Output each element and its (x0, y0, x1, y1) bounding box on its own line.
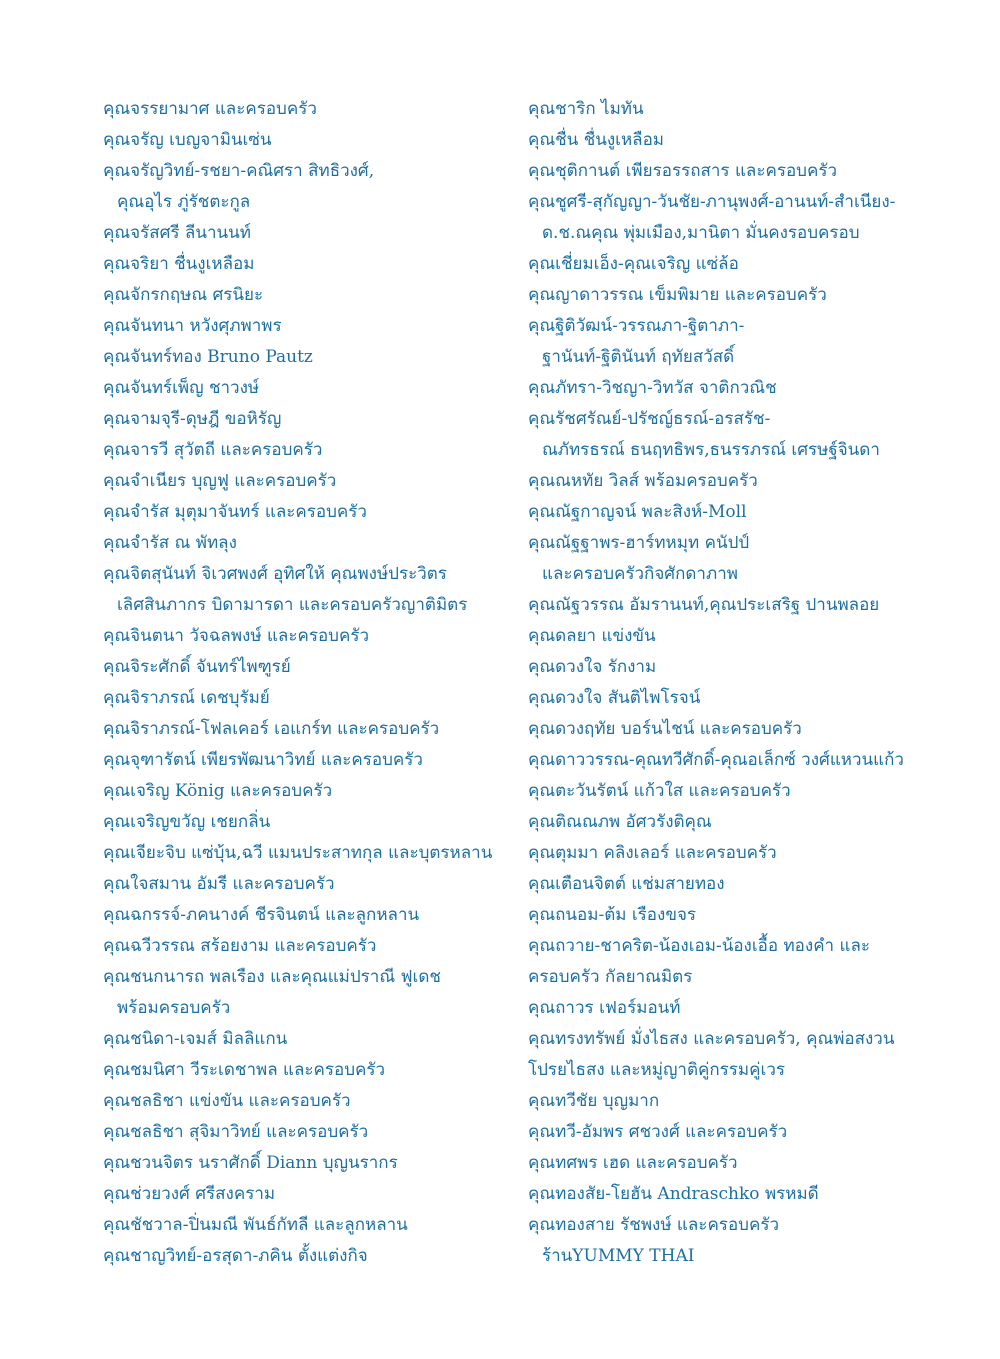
donor-name-line: คุณทวี-อัมพร ศชวงศ์ และครอบครัว (528, 1122, 788, 1142)
donor-name-line: คุณณหทัย วิลส์ พร้อมครอบครัว (528, 471, 758, 491)
donor-name-line: คุณฉกรรจ์-ภคนางค์ ชีรจินตน์ และลูกหลาน (103, 905, 420, 925)
donor-name-line: คุณติณณภพ อัศวรังติคุณ (528, 812, 712, 832)
donor-name-line: คุณเตือนจิตต์ แช่มสายทอง (528, 874, 725, 894)
donor-name-line: ฐานันท์-ฐิตินันท์ ฤทัยสวัสดิ์ (542, 347, 735, 367)
right-name-column (528, 94, 968, 1272)
donor-name-line: คุณช่วยวงศ์ ศรีสงคราม (103, 1184, 276, 1204)
donor-name-line: คุณตะวันรัตน์ แก้วใส และครอบครัว (528, 781, 791, 801)
donor-name-line: คุณชาญวิทย์-อรสุดา-ภคิน ตั้งแต่งกิจ (103, 1246, 368, 1266)
donor-name-line: คุณทรงทรัพย์ มั่งไธสง และครอบครัว, คุณพ่อสงวน (528, 1029, 895, 1049)
donor-name-line: คุณทวีชัย บุญมาก (528, 1091, 660, 1111)
donor-name-line: คุณเชี่ยมเอ็ง-คุณเจริญ แซ่ล้อ (528, 254, 739, 274)
donor-name-line: คุณชนิดา-เจมส์ มิลลิแกน (103, 1029, 288, 1049)
donor-name-line: คุณชวนจิตร นราศักดิ์ Diann บุญนรากร (103, 1153, 398, 1173)
donor-name-line: คุณเจริญขวัญ เชยกลิ่น (103, 812, 271, 832)
donor-name-line: ครอบครัว กัลยาณมิตร (528, 967, 693, 987)
donor-name-line: คุณจรัญวิทย์-รชยา-คณิศรา สิทธิวงศ์, (103, 161, 375, 181)
donor-name-line: คุณตุมมา คลิงเลอร์ และครอบครัว (528, 843, 777, 863)
donor-name-line: คุณจรรยามาศ และครอบครัว (103, 99, 317, 119)
donor-name-line: คุณจำรัส มุตุมาจันทร์ และครอบครัว (103, 502, 367, 522)
donor-name-line: คุณภัทรา-วิชญา-วิทวัส จาติกวณิช (528, 378, 777, 398)
donor-name-line: คุณชื่น ชื่นงูเหลือม (528, 130, 665, 150)
donor-name-line: คุณจิราภรณ์-โฟลเคอร์ เอแกร์ท และครอบครัว (103, 719, 440, 739)
donor-name-line: คุณทองสาย รัชพงษ์ และครอบครัว (528, 1215, 779, 1235)
donor-name-line: คุณชนกนารถ พลเรือง และคุณแม่ปราณี ฟูเดช (103, 967, 441, 987)
donor-name-line: คุณทองสัย-โยฮัน Andraschko พรหมดี (528, 1184, 819, 1204)
donor-name-line: คุณชัชวาล-ปิ่นมณี พันธ์กัทลี และลูกหลาน (103, 1215, 408, 1235)
donor-name-line: คุณจิตสุนันท์ จิเวศพงศ์ อุทิศให้ คุณพงษ์ประวิตร (103, 564, 447, 584)
donor-name-line: คุณจำเนียร บุญฟู และครอบครัว (103, 471, 337, 491)
left-name-column (103, 94, 533, 1272)
donor-name-line: คุณใจสมาน อัมรี และครอบครัว (103, 874, 335, 894)
donor-name-line: คุณอุไร ภู่รัชตะกูล (117, 192, 251, 212)
donor-name-line: คุณณัฐฐาพร-ฮาร์ทหมุท คนัปป์ (528, 533, 750, 553)
donor-name-line: คุณจันทร์เพ็ญ ชาวงษ์ (103, 378, 260, 398)
donor-name-line: คุณชาริก ไมทัน (528, 99, 644, 119)
donor-name-line: คุณจำรัส ณ พัทลุง (103, 533, 237, 553)
donor-name-line: คุณชลธิชา แข่งขัน และครอบครัว (103, 1091, 351, 1111)
donor-name-line: คุณชมนิศา วีระเดชาพล และครอบครัว (103, 1060, 386, 1080)
donor-name-line: คุณชุติกานต์ เพียรอรรถสาร และครอบครัว (528, 161, 838, 181)
donor-name-line: คุณทศพร เฮด และครอบครัว (528, 1153, 738, 1173)
donor-name-line: คุณจินตนา วัจฉลพงษ์ และครอบครัว (103, 626, 370, 646)
donor-name-line: คุณเจริญ König และครอบครัว (103, 781, 333, 801)
donor-name-line: คุณจันทนา หวังศุภพาพร (103, 316, 282, 336)
donor-name-line: คุณดวงใจ สันติไพโรจน์ (528, 688, 701, 708)
donor-name-line: คุณรัชศรัณย์-ปรัชญ์ธรณ์-อรสรัช- (528, 409, 771, 429)
donor-name-line: คุณชูศรี-สุกัญญา-วันชัย-ภานุพงศ์-อานนท์-สำเนียง- (528, 192, 896, 212)
donor-name-line: คุณถาวร เฟอร์มอนท์ (528, 998, 681, 1018)
donor-name-line: คุณณัฐวรรณ อัมรานนท์,คุณประเสริฐ ปานพลอย (528, 595, 880, 615)
donor-name-line: เลิศสินภากร บิดามารดา และครอบครัวญาติมิตร (117, 595, 468, 615)
donor-name-line: คุณจุฑารัตน์ เพียรพัฒนาวิทย์ และครอบครัว (103, 750, 423, 770)
donor-name-line: คุณชลธิชา สุจิมาวิทย์ และครอบครัว (103, 1122, 369, 1142)
donor-name-line: คุณณัฐกาญจน์ พละสิงห์-Moll (528, 502, 747, 522)
donor-name-line: ด.ช.ณคุณ พุ่มเมือง,มานิตา มั่นคงรอบครอบ (542, 223, 860, 243)
donor-name-line: คุณดวงใจ รักงาม (528, 657, 657, 677)
donor-name-line: คุณเจียะจิบ แซ่บุ้น,ฉวี แมนประสาทกุล และบุตรหลาน (103, 843, 493, 863)
donor-name-line: คุณจรัสศรี ลีนานนท์ (103, 223, 251, 243)
donor-name-line: คุณฐิติวัฒน์-วรรณภา-ฐิตาภา- (528, 316, 745, 336)
donor-name-line: พร้อมครอบครัว (117, 998, 231, 1018)
donor-name-line: คุณฉวีวรรณ สร้อยงาม และครอบครัว (103, 936, 377, 956)
donor-name-line: คุณจันทร์ทอง Bruno Pautz (103, 347, 313, 367)
donor-name-line: ร้านYUMMY THAI (542, 1246, 695, 1266)
donor-name-line: คุณจรัญ เบญจามินเซ่น (103, 130, 272, 150)
donor-name-line: คุณดาววรรณ-คุณทวีศักดิ์-คุณอเล็กซ์ วงศ์แหวนแก้ว (528, 750, 904, 770)
donor-name-line: คุณดลยา แข่งขัน (528, 626, 656, 646)
donor-name-line: คุณถนอม-ต้ม เรืองขจร (528, 905, 697, 925)
donor-name-line: คุณจักรกฤษณ ศรนิยะ (103, 285, 264, 305)
donor-name-line: คุณจามจุรี-ดุษฎี ขอหิรัญ (103, 409, 282, 429)
donor-name-line: คุณดวงฤทัย บอร์นไชน์ และครอบครัว (528, 719, 802, 739)
donor-name-line: คุณจารวี สุวัตถี และครอบครัว (103, 440, 323, 460)
donor-name-line: คุณจิระศักดิ์ จันทร์ไพฑูรย์ (103, 657, 291, 677)
donor-name-line: คุณจิราภรณ์ เดชบุรัมย์ (103, 688, 270, 708)
donor-name-line: โปรยไธสง และหมู่ญาติคู่กรรมคู่เวร (528, 1060, 786, 1080)
donor-name-line: คุณถวาย-ชาคริต-น้องเอม-น้องเอื้อ ทองคำ และ (528, 936, 871, 956)
donor-name-line: คุณญาดาวรรณ เข็มพิมาย และครอบครัว (528, 285, 827, 305)
donor-name-line: ณภัทรธรณ์ ธนฤทธิพร,ธนรรภรณ์ เศรษฐ์จินดา (542, 440, 880, 460)
donor-name-line: และครอบครัวกิจศักดาภาพ (542, 564, 738, 584)
donor-name-line: คุณจริยา ชื่นงูเหลือม (103, 254, 255, 274)
